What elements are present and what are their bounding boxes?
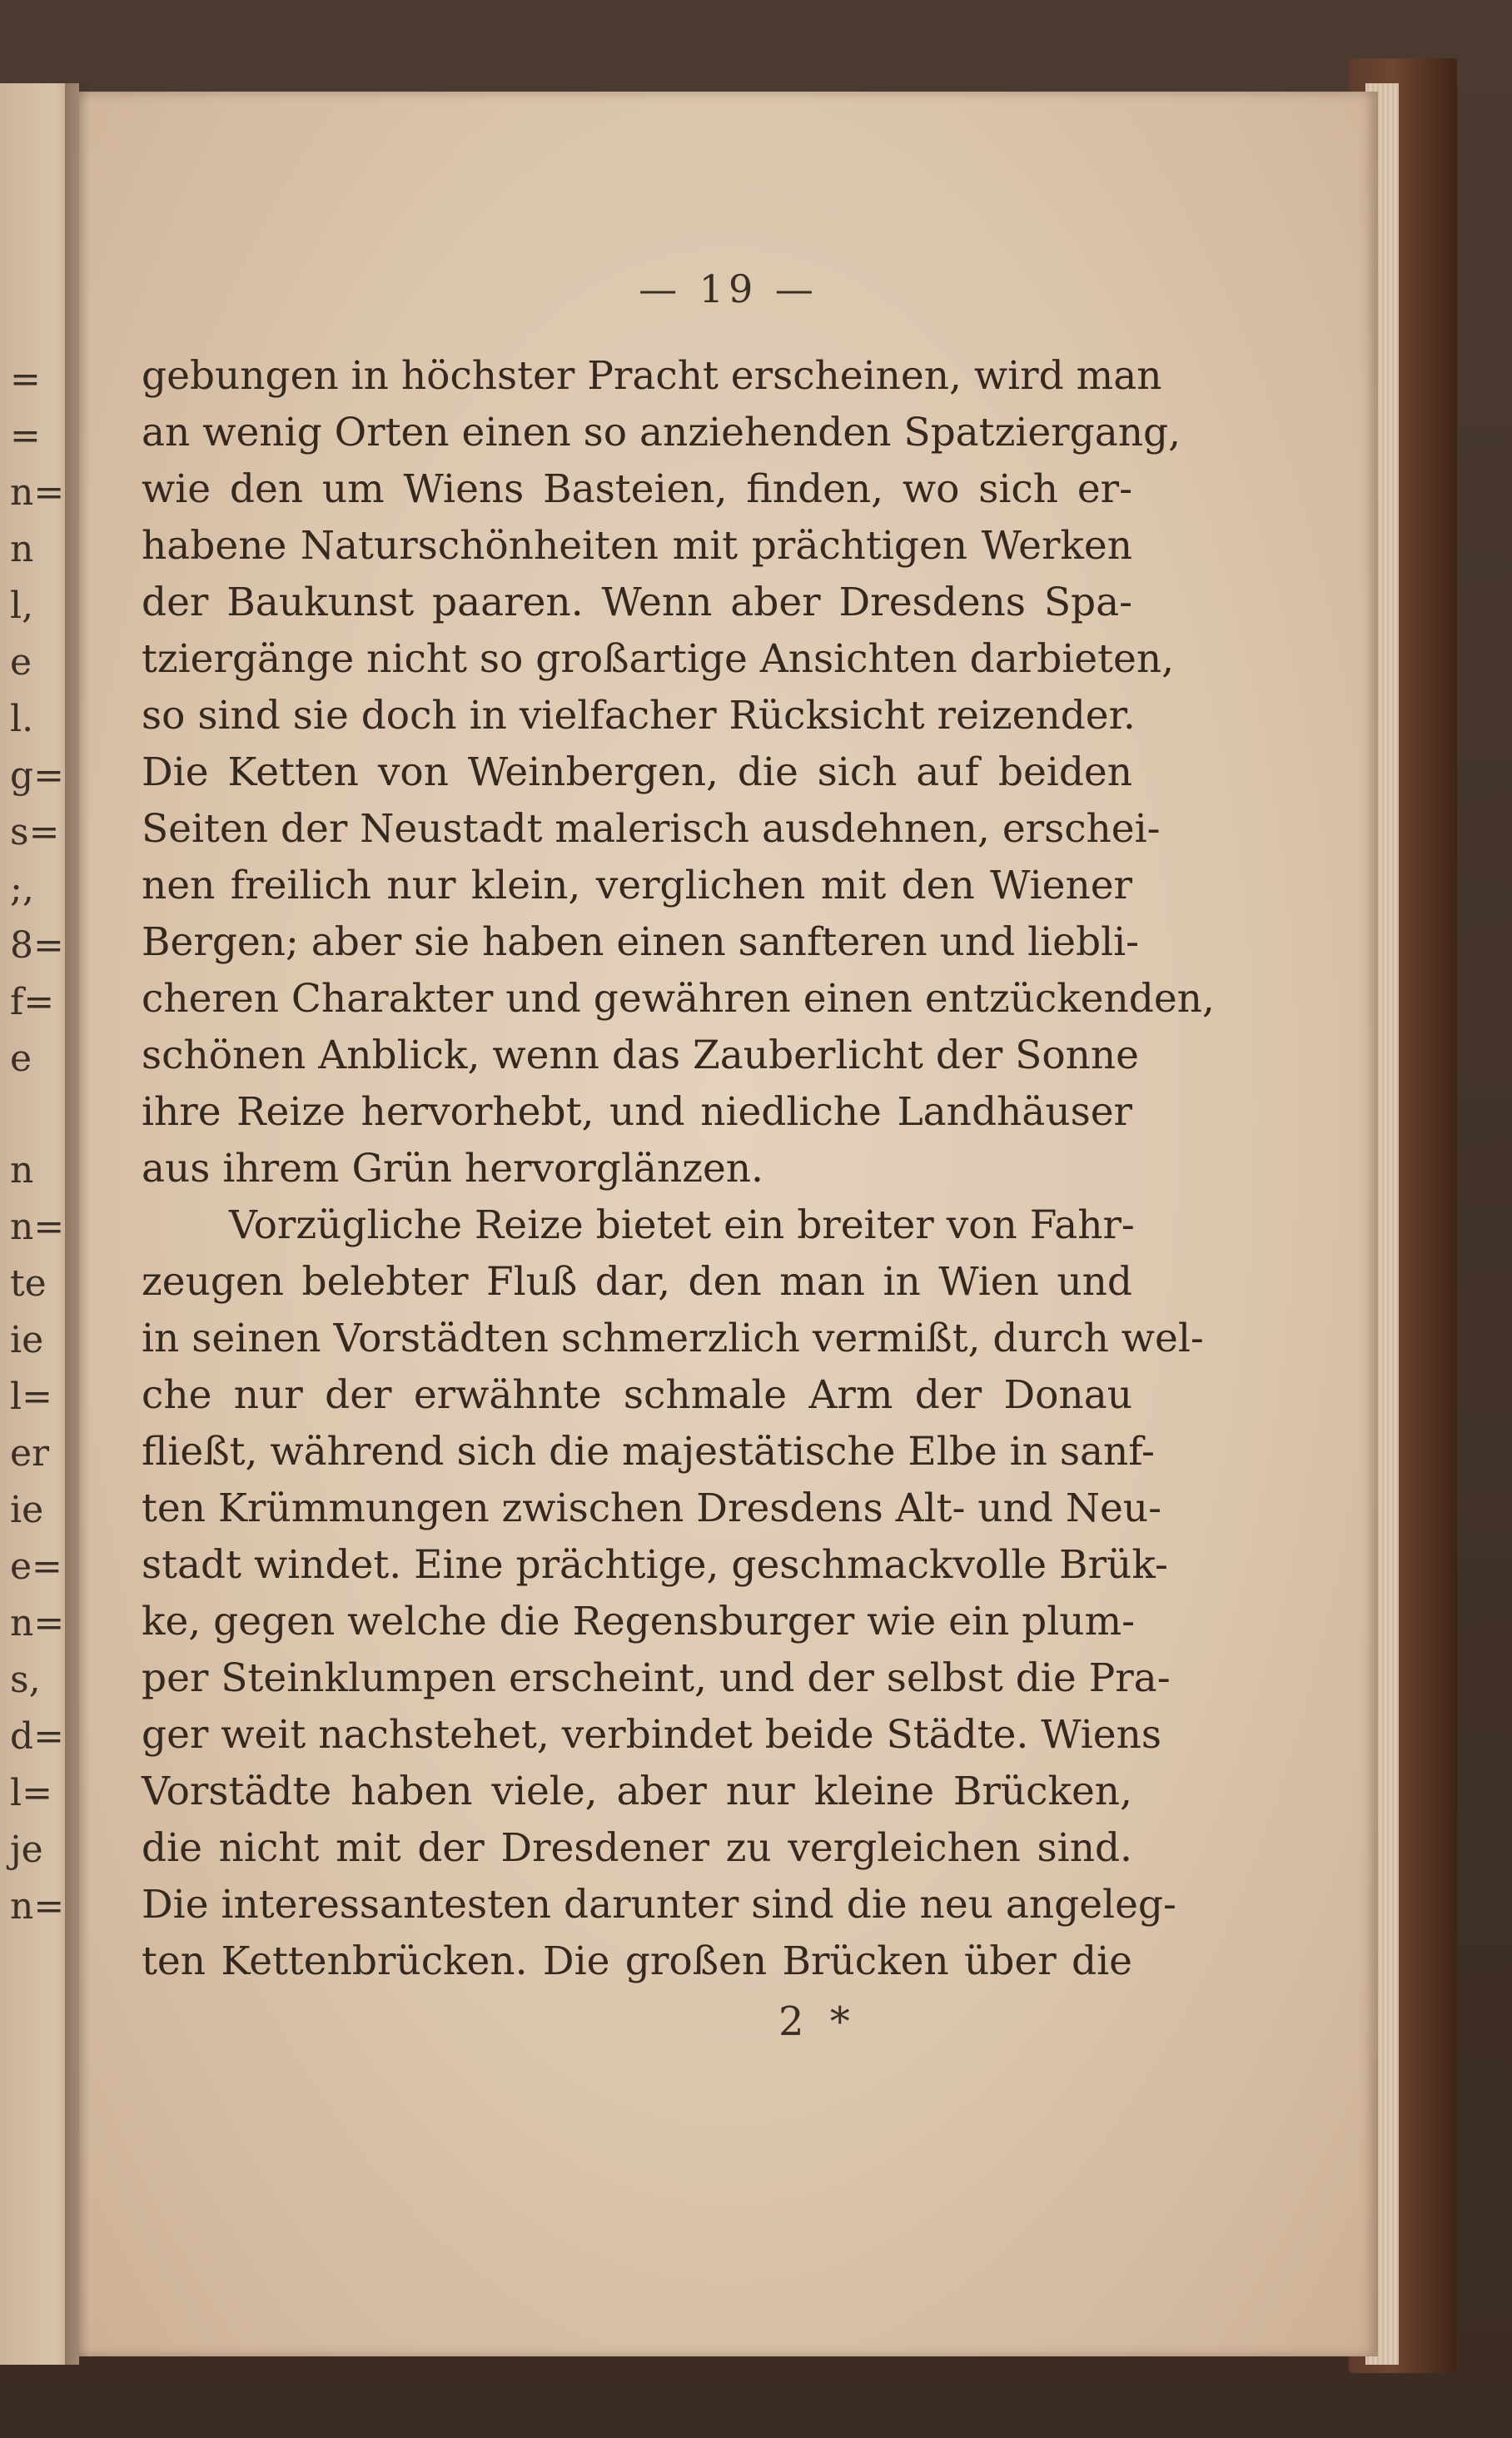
text-line: Seiten der Neustadt malerisch ausdehnen, erschei- xyxy=(142,806,1161,852)
left-fragment: n xyxy=(10,528,34,570)
text-line: Die Ketten von Weinbergen, die sich auf beiden xyxy=(142,749,1132,795)
text-line: ke, gegen welche die Regensburger wie ein plum- xyxy=(142,1599,1136,1644)
left-fragment: s= xyxy=(10,811,60,853)
left-fragment: 8= xyxy=(10,924,64,967)
text-line: ger weit nachstehet, verbindet beide Städte. Wiens xyxy=(142,1712,1161,1758)
text-line: gebungen in höchster Pracht erscheinen, wird man xyxy=(142,353,1162,399)
text-line: der Baukunst paaren. Wenn aber Dresdens Spa- xyxy=(142,580,1132,625)
page-number-header: — 19 — xyxy=(639,266,818,311)
text-line: stadt windet. Eine prächtige, geschmackvolle Brük- xyxy=(142,1542,1168,1588)
text-line: tziergänge nicht so großartige Ansichten darbieten, xyxy=(142,636,1175,682)
left-fragment: e= xyxy=(10,1545,62,1588)
left-fragment: e xyxy=(10,641,32,684)
left-fragment: ie xyxy=(10,1489,44,1531)
text-line: Bergen; aber sie haben einen sanfteren und liebli- xyxy=(142,919,1140,965)
left-fragment: d= xyxy=(10,1715,65,1758)
left-fragment: n= xyxy=(10,1885,65,1928)
left-fragment: n xyxy=(10,1149,34,1192)
text-line: nen freilich nur klein, verglichen mit den Wiener xyxy=(142,863,1132,908)
left-fragment: je xyxy=(10,1828,43,1871)
left-fragment: ie xyxy=(10,1319,44,1361)
left-fragment: l= xyxy=(10,1772,52,1814)
text-line: an wenig Orten einen so anziehenden Spatziergang, xyxy=(142,410,1181,455)
left-fragment: l. xyxy=(10,698,34,740)
text-line: fließt, während sich die majestätische Elbe in sanf- xyxy=(142,1429,1155,1475)
text-line: ihre Reize hervorhebt, und niedliche Landhäuser xyxy=(142,1089,1132,1135)
text-line: die nicht mit der Dresdener zu vergleichen sind. xyxy=(142,1825,1132,1871)
text-line: Die interessantesten darunter sind die neu angeleg- xyxy=(142,1882,1176,1928)
left-fragment: f= xyxy=(10,981,55,1023)
text-line: Vorstädte haben viele, aber nur kleine Brücken, xyxy=(142,1769,1132,1814)
text-line: wie den um Wiens Basteien, finden, wo sich er- xyxy=(142,466,1132,512)
left-fragment: g= xyxy=(10,754,65,797)
left-fragment: s, xyxy=(10,1659,41,1701)
left-fragment: = xyxy=(10,415,41,457)
gutter-shadow xyxy=(65,83,90,2365)
left-fragment: er xyxy=(10,1432,50,1475)
text-line: ten Kettenbrücken. Die großen Brücken über die xyxy=(142,1938,1132,1984)
left-fragment: l, xyxy=(10,585,34,627)
left-fragment: = xyxy=(10,358,41,401)
left-fragment: n= xyxy=(10,1602,65,1644)
text-line: che nur der erwähnte schmale Arm der Donau xyxy=(142,1372,1132,1418)
text-line: zeugen belebter Fluß dar, den man in Wien und xyxy=(142,1259,1132,1305)
text-line: schönen Anblick, wenn das Zauberlicht der Sonne xyxy=(142,1032,1139,1078)
text-line: aus ihrem Grün hervorglänzen. xyxy=(142,1146,763,1192)
left-fragment: e xyxy=(10,1037,32,1080)
left-fragment: n= xyxy=(10,471,65,514)
signature-mark: 2 * xyxy=(778,1998,857,2045)
text-line: habene Naturschönheiten mit prächtigen Werken xyxy=(142,523,1132,569)
text-line: per Steinklumpen erscheint, und der selbst die Pra- xyxy=(142,1655,1171,1701)
page-body xyxy=(142,348,1215,1990)
left-fragment: n= xyxy=(10,1206,65,1248)
text-line: cheren Charakter und gewähren einen entzückenden, xyxy=(142,976,1215,1022)
text-line: Vorzügliche Reize bietet ein breiter von Fahr- xyxy=(229,1202,1135,1248)
text-line: so sind sie doch in vielfacher Rücksicht reizender. xyxy=(142,693,1136,739)
text-line: in seinen Vorstädten schmerzlich vermißt, durch wel- xyxy=(142,1316,1204,1361)
text-line: ten Krümmungen zwischen Dresdens Alt- und Neu- xyxy=(142,1485,1161,1531)
left-fragment: l= xyxy=(10,1376,52,1418)
left-fragment: ;, xyxy=(10,868,34,910)
left-fragment: te xyxy=(10,1262,47,1305)
